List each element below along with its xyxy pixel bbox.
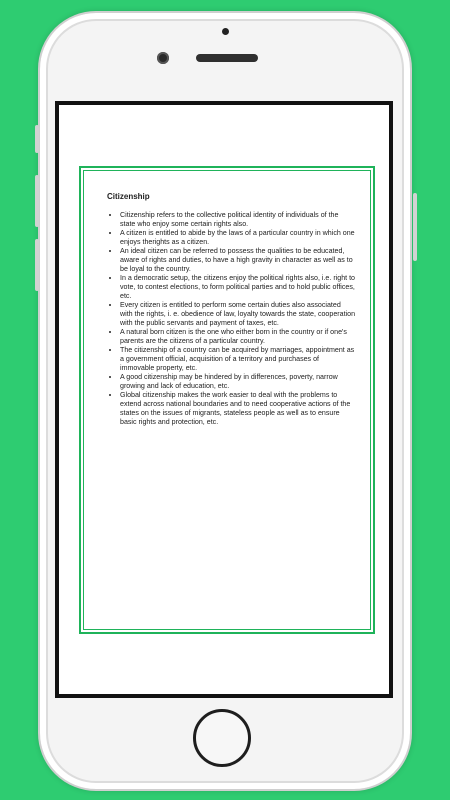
volume-down-button	[35, 239, 39, 291]
power-button	[413, 193, 417, 261]
page-content	[107, 192, 355, 427]
bullet-item: • The citizenship of a country can be acquired by marriages, appointment as a government official, acquisition of a territory and purchases of immovable property, etc.	[120, 346, 355, 373]
bullet-item: • In a democratic setup, the citizens enjoy the political rights also, i.e. right to vote, to contest elections, to form political parties and to hold public offices, etc.	[120, 274, 355, 301]
silent-switch	[35, 125, 39, 153]
bullet-list	[107, 211, 355, 427]
front-camera-icon	[157, 52, 169, 64]
proximity-sensor	[222, 28, 229, 35]
earpiece-speaker	[196, 54, 258, 62]
bullet-item: • A natural born citizen is the one who either born in the country or if one's parents are the citizens of a particular country.	[120, 328, 355, 346]
document-viewer[interactable]	[59, 105, 389, 694]
phone-screen	[55, 101, 393, 698]
bullet-item: • Citizenship refers to the collective political identity of individuals of the state who enjoy some certain rights also.	[120, 211, 355, 229]
bullet-item: • Global citizenship makes the work easier to deal with the problems to extend across national boundaries and to need cooperative actions of the states on the issues of migrants, stateless people as well as to ensure basic rights and protection, etc.	[120, 391, 355, 427]
bullet-item: • An ideal citizen can be referred to possess the qualities to be educated, aware of rights and duties, to have a high gravity in character as well as to be loyal to the country.	[120, 247, 355, 274]
document-page	[79, 166, 375, 634]
bullet-item: • A citizen is entitled to abide by the laws of a particular country in which one enjoys therights as a citizen.	[120, 229, 355, 247]
bullet-item: • A good citizenship may be hindered by in differences, poverty, narrow growing and lack of education, etc.	[120, 373, 355, 391]
bullet-item: • Every citizen is entitled to perform some certain duties also associated with the rights, i. e. obedience of law, loyalty towards the state, cooperation with the public servants and payment of taxes, etc.	[120, 301, 355, 328]
volume-up-button	[35, 175, 39, 227]
home-button[interactable]	[193, 709, 251, 767]
document-title: Citizenship	[107, 192, 150, 201]
